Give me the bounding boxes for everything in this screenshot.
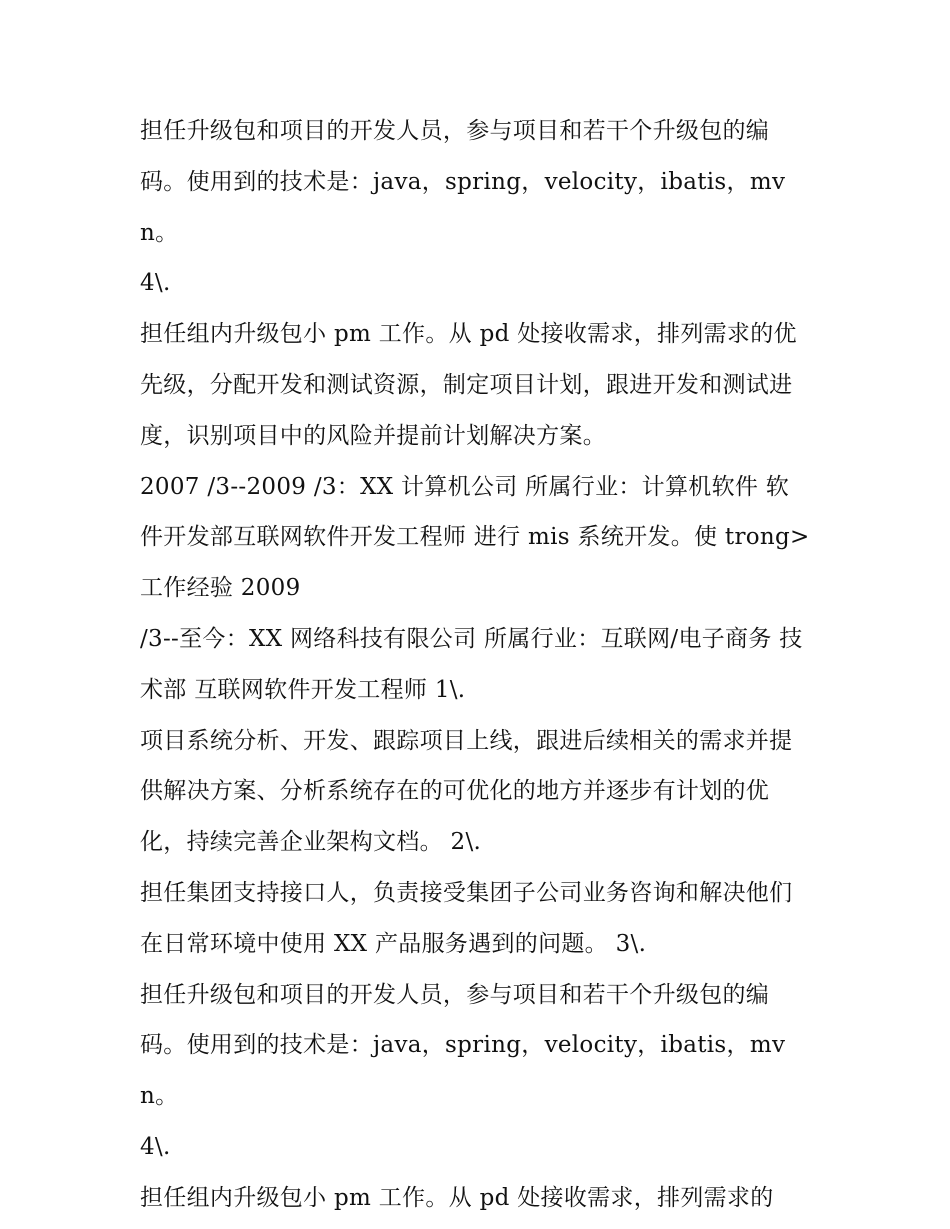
paragraph-9: 担任升级包和项目的开发人员，参与项目和若干个升级包的编码。使用到的技术是：java，spring，velocity，ibatis，mvn。	[140, 981, 786, 1110]
paragraph-2: 4\.	[140, 270, 171, 297]
paragraph-10: 4\.	[140, 1133, 171, 1160]
paragraph-11: 担任组内升级包小 pm 工作。从 pd 处接收需求，排列需求的	[140, 1184, 774, 1211]
paragraph-6: /3--至今：XX 网络科技有限公司 所属行业：互联网/电子商务 技术部 互联网软件开发工程师 1\.	[140, 625, 803, 703]
paragraph-3: 担任组内升级包小 pm 工作。从 pd 处接收需求，排列需求的优先级，分配开发和测试资源，制定项目计划，跟进开发和测试进度，识别项目中的风险并提前计划解决方案。	[140, 321, 797, 449]
paragraph-4: 2007 /3--2009 /3：XX 计算机公司 所属行业：计算机软件 软件开发部互联网软件开发工程师 进行 mis 系统开发。使 trong>	[140, 473, 810, 551]
paragraph-8: 担任集团支持接口人，负责接受集团子公司业务咨询和解决他们在日常环境中使用 XX 产品服务遇到的问题。 3\.	[140, 879, 793, 957]
document-body	[140, 106, 812, 1224]
paragraph-5: 工作经验 2009	[140, 575, 301, 602]
paragraph-7: 项目系统分析、开发、跟踪项目上线，跟进后续相关的需求并提供解决方案、分析系统存在的可优化的地方并逐步有计划的优化，持续完善企业架构文档。 2\.	[140, 727, 793, 856]
paragraph-1: 担任升级包和项目的开发人员，参与项目和若干个升级包的编码。使用到的技术是：java，spring，velocity，ibatis，mvn。	[140, 118, 786, 246]
